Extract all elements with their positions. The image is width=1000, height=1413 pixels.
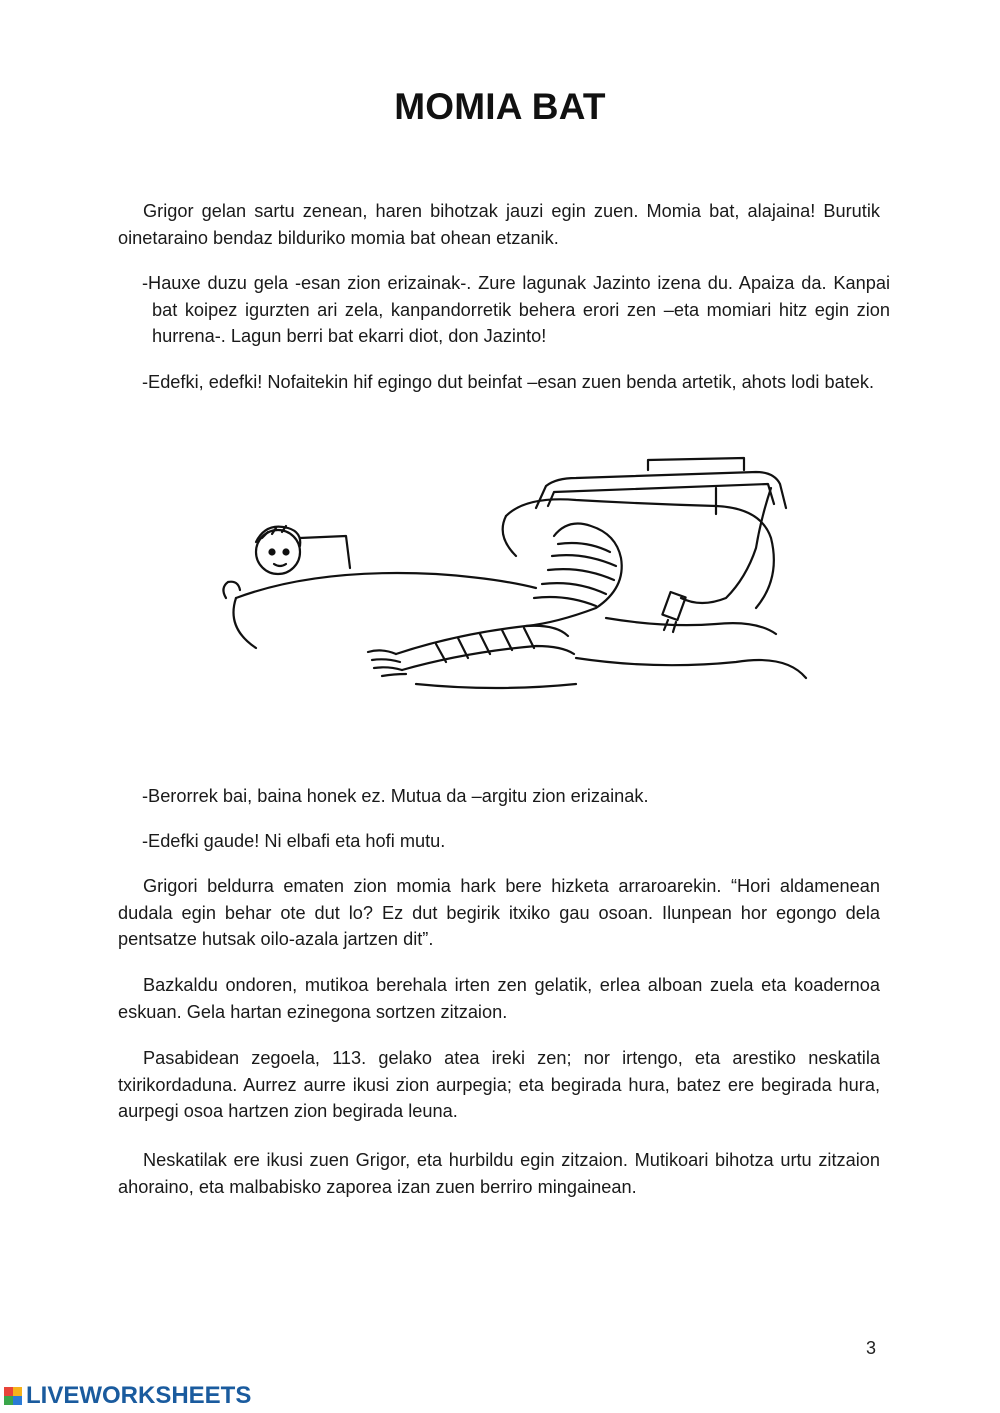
dialogue-2: -Edefki, edefki! Nofaitekin hif egingo dut beinfat –esan zuen benda artetik, ahots lodi batek. xyxy=(142,372,875,392)
logo-text: LIVEWORKSHEETS xyxy=(26,1382,252,1409)
dialogue-1: -Hauxe duzu gela -esan zion erizainak-. Zure lagunak Jazinto izena du. Apaiza da. Kanpai bat koipez igurzten ari zela, kanpandorretik behera erori zen –eta momiari hitz egin zion hurrena-. Lagun berri bat ekarri diot, don Jazinto! xyxy=(142,273,890,346)
paragraph-5: Neskatilak ere ikusi zuen Grigor, eta hurbildu egin zitzaion. Mutikoari bihotza urtu zitzaion ahoraino, eta malbabisko zaporea izan zuen berriro mingainean. xyxy=(118,1150,880,1197)
dialogue-4: -Edefki gaude! Ni elbafi eta hofi mutu. xyxy=(142,831,446,851)
paragraph-3: Bazkaldu ondoren, mutikoa berehala irten zen gelatik, erlea alboan zuela eta koadernoa eskuan. Gela hartan ezinegona sortzen zitzaion. xyxy=(118,975,880,1022)
logo-grid-icon xyxy=(4,1387,22,1405)
paragraph-2: Grigori beldurra ematen zion momia hark bere hizketa arraroarekin. “Hori aldamenean dudala egin behar ote dut lo? Ez dut begirik itxiko gau osoan. Ilunpean hor egongo dela pentsatze hutsak oilo-azala jartzen dit”. xyxy=(118,876,880,949)
paragraph-4: Pasabidean zegoela, 113. gelako atea ireki zen; nor irtengo, eta arestiko neskatila txirikordaduna. Aurrez aurre ikusi zion aurpegia; eta begirada hura, batez ere begirada hura, aurpegi osoa hartzen zion begirada leuna. xyxy=(118,1048,880,1121)
liveworksheets-logo[interactable] xyxy=(4,1384,251,1408)
paragraph-1: Grigor gelan sartu zenean, haren bihotzak jauzi egin zuen. Momia bat, alajaina! Burutik oinetaraino bendaz bilduriko momia bat ohean etzanik. xyxy=(118,201,880,248)
mummy-in-bed-illustration xyxy=(196,448,816,700)
dialogue-3: -Berorrek bai, baina honek ez. Mutua da –argitu zion erizainak. xyxy=(142,786,649,806)
page-title: MOMIA BAT xyxy=(394,86,606,127)
page-number: 3 xyxy=(866,1338,877,1358)
